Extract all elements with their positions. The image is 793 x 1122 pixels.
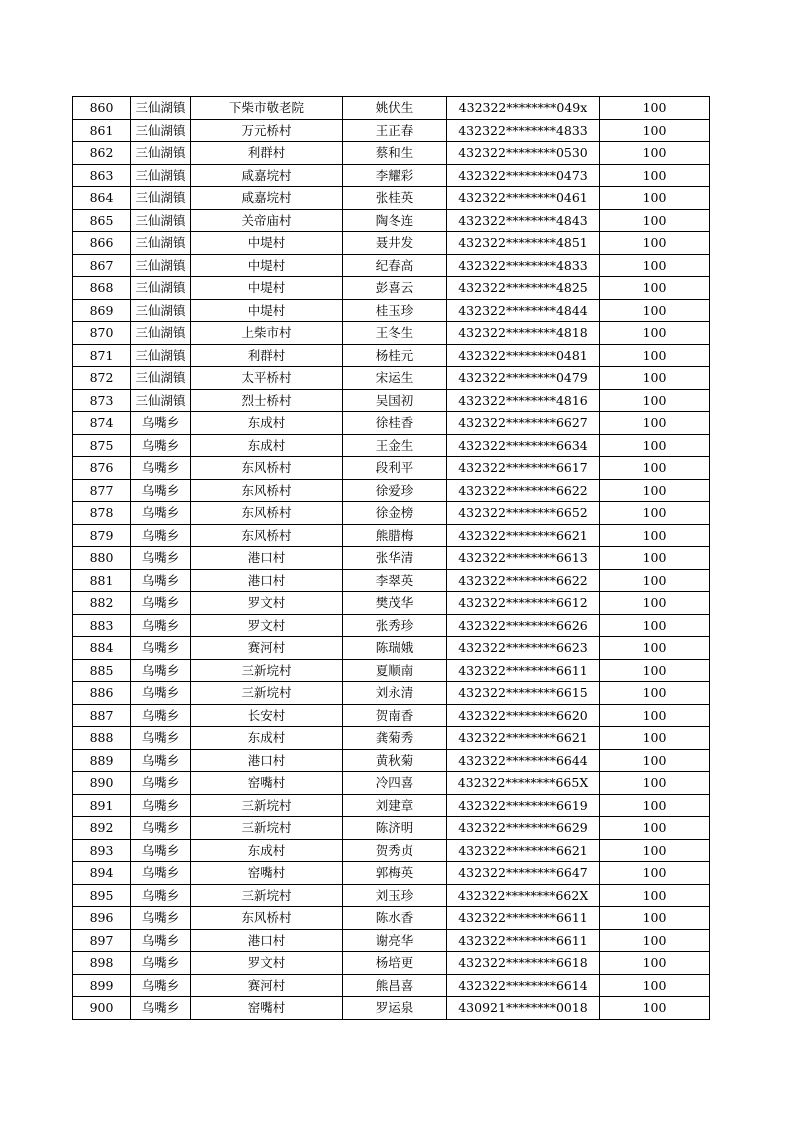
- township-cell: 乌嘴乡: [131, 412, 191, 435]
- township-cell: 乌嘴乡: [131, 884, 191, 907]
- id-number-cell: 432322********6626: [447, 614, 600, 637]
- person-name-cell: 徐桂香: [343, 412, 447, 435]
- row-number-cell: 863: [73, 164, 131, 187]
- township-cell: 乌嘴乡: [131, 592, 191, 615]
- id-number-cell: 432322********6621: [447, 727, 600, 750]
- amount-cell: 100: [600, 682, 710, 705]
- amount-cell: 100: [600, 389, 710, 412]
- table-row: [73, 457, 710, 480]
- row-number-cell: 886: [73, 682, 131, 705]
- id-number-cell: 432322********0479: [447, 367, 600, 390]
- id-number-cell: 432322********6615: [447, 682, 600, 705]
- table-row: [73, 952, 710, 975]
- township-cell: 乌嘴乡: [131, 929, 191, 952]
- row-number-cell: 875: [73, 434, 131, 457]
- row-number-cell: 893: [73, 839, 131, 862]
- row-number-cell: 898: [73, 952, 131, 975]
- township-cell: 乌嘴乡: [131, 749, 191, 772]
- table-row: [73, 277, 710, 300]
- amount-cell: 100: [600, 974, 710, 997]
- township-cell: 乌嘴乡: [131, 907, 191, 930]
- township-cell: 乌嘴乡: [131, 704, 191, 727]
- id-number-cell: 432322********4851: [447, 232, 600, 255]
- id-number-cell: 432322********6627: [447, 412, 600, 435]
- amount-cell: 100: [600, 907, 710, 930]
- amount-cell: 100: [600, 772, 710, 795]
- row-number-cell: 892: [73, 817, 131, 840]
- table-row: [73, 772, 710, 795]
- id-number-cell: 432322********0473: [447, 164, 600, 187]
- id-number-cell: 432322********0461: [447, 187, 600, 210]
- row-number-cell: 867: [73, 254, 131, 277]
- person-name-cell: 王冬生: [343, 322, 447, 345]
- person-name-cell: 贺南香: [343, 704, 447, 727]
- row-number-cell: 873: [73, 389, 131, 412]
- person-name-cell: 冷四喜: [343, 772, 447, 795]
- township-cell: 三仙湖镇: [131, 322, 191, 345]
- person-name-cell: 王金生: [343, 434, 447, 457]
- row-number-cell: 870: [73, 322, 131, 345]
- id-number-cell: 432322********4843: [447, 209, 600, 232]
- amount-cell: 100: [600, 884, 710, 907]
- person-name-cell: 黄秋菊: [343, 749, 447, 772]
- village-cell: 烈士桥村: [191, 389, 343, 412]
- amount-cell: 100: [600, 232, 710, 255]
- person-name-cell: 陈济明: [343, 817, 447, 840]
- person-name-cell: 徐金榜: [343, 502, 447, 525]
- person-name-cell: 徐爱珍: [343, 479, 447, 502]
- amount-cell: 100: [600, 839, 710, 862]
- township-cell: 乌嘴乡: [131, 997, 191, 1020]
- table-row: [73, 637, 710, 660]
- id-number-cell: 432322********6619: [447, 794, 600, 817]
- table-row: [73, 592, 710, 615]
- township-cell: 三仙湖镇: [131, 277, 191, 300]
- village-cell: 罗文村: [191, 592, 343, 615]
- table-row: [73, 907, 710, 930]
- row-number-cell: 880: [73, 547, 131, 570]
- id-number-cell: 432322********6652: [447, 502, 600, 525]
- row-number-cell: 900: [73, 997, 131, 1020]
- id-number-cell: 432322********6622: [447, 479, 600, 502]
- person-name-cell: 桂玉珍: [343, 299, 447, 322]
- row-number-cell: 877: [73, 479, 131, 502]
- row-number-cell: 896: [73, 907, 131, 930]
- person-name-cell: 张华清: [343, 547, 447, 570]
- village-cell: 利群村: [191, 142, 343, 165]
- id-number-cell: 432322********6614: [447, 974, 600, 997]
- township-cell: 乌嘴乡: [131, 727, 191, 750]
- row-number-cell: 891: [73, 794, 131, 817]
- row-number-cell: 895: [73, 884, 131, 907]
- row-number-cell: 865: [73, 209, 131, 232]
- village-cell: 三新垸村: [191, 659, 343, 682]
- table-row: [73, 727, 710, 750]
- township-cell: 乌嘴乡: [131, 839, 191, 862]
- table-row: [73, 434, 710, 457]
- row-number-cell: 871: [73, 344, 131, 367]
- township-cell: 三仙湖镇: [131, 119, 191, 142]
- village-cell: 万元桥村: [191, 119, 343, 142]
- village-cell: 东风桥村: [191, 502, 343, 525]
- township-cell: 三仙湖镇: [131, 299, 191, 322]
- person-name-cell: 杨桂元: [343, 344, 447, 367]
- person-name-cell: 彭喜云: [343, 277, 447, 300]
- table-row: [73, 659, 710, 682]
- village-cell: 三新垸村: [191, 794, 343, 817]
- id-number-cell: 432322********6622: [447, 569, 600, 592]
- person-name-cell: 贺秀贞: [343, 839, 447, 862]
- table-row: [73, 322, 710, 345]
- id-number-cell: 432322********6629: [447, 817, 600, 840]
- id-number-cell: 432322********6611: [447, 659, 600, 682]
- table-row: [73, 97, 710, 120]
- amount-cell: 100: [600, 209, 710, 232]
- amount-cell: 100: [600, 344, 710, 367]
- amount-cell: 100: [600, 367, 710, 390]
- table-row: [73, 794, 710, 817]
- roster-table: [72, 96, 710, 1020]
- village-cell: 窑嘴村: [191, 862, 343, 885]
- amount-cell: 100: [600, 614, 710, 637]
- person-name-cell: 陈瑞娥: [343, 637, 447, 660]
- township-cell: 三仙湖镇: [131, 187, 191, 210]
- row-number-cell: 876: [73, 457, 131, 480]
- roster-body: [73, 97, 710, 1020]
- amount-cell: 100: [600, 254, 710, 277]
- township-cell: 乌嘴乡: [131, 569, 191, 592]
- id-number-cell: 432322********049x: [447, 97, 600, 120]
- id-number-cell: 432322********0530: [447, 142, 600, 165]
- village-cell: 中堤村: [191, 277, 343, 300]
- township-cell: 三仙湖镇: [131, 164, 191, 187]
- township-cell: 三仙湖镇: [131, 209, 191, 232]
- table-row: [73, 164, 710, 187]
- table-row: [73, 817, 710, 840]
- table-row: [73, 232, 710, 255]
- amount-cell: 100: [600, 524, 710, 547]
- id-number-cell: 432322********6623: [447, 637, 600, 660]
- township-cell: 三仙湖镇: [131, 142, 191, 165]
- amount-cell: 100: [600, 592, 710, 615]
- table-row: [73, 884, 710, 907]
- row-number-cell: 887: [73, 704, 131, 727]
- row-number-cell: 866: [73, 232, 131, 255]
- table-row: [73, 254, 710, 277]
- id-number-cell: 432322********4825: [447, 277, 600, 300]
- township-cell: 乌嘴乡: [131, 502, 191, 525]
- row-number-cell: 861: [73, 119, 131, 142]
- id-number-cell: 432322********6621: [447, 839, 600, 862]
- table-row: [73, 704, 710, 727]
- township-cell: 三仙湖镇: [131, 232, 191, 255]
- person-name-cell: 樊茂华: [343, 592, 447, 615]
- id-number-cell: 432322********6621: [447, 524, 600, 547]
- township-cell: 乌嘴乡: [131, 479, 191, 502]
- amount-cell: 100: [600, 727, 710, 750]
- table-row: [73, 614, 710, 637]
- amount-cell: 100: [600, 929, 710, 952]
- id-number-cell: 432322********6611: [447, 929, 600, 952]
- id-number-cell: 432322********6611: [447, 907, 600, 930]
- person-name-cell: 龚菊秀: [343, 727, 447, 750]
- amount-cell: 100: [600, 569, 710, 592]
- village-cell: 咸嘉垸村: [191, 187, 343, 210]
- id-number-cell: 432322********6620: [447, 704, 600, 727]
- village-cell: 港口村: [191, 569, 343, 592]
- id-number-cell: 432322********6647: [447, 862, 600, 885]
- id-number-cell: 432322********4818: [447, 322, 600, 345]
- village-cell: 中堤村: [191, 299, 343, 322]
- village-cell: 窑嘴村: [191, 997, 343, 1020]
- village-cell: 东风桥村: [191, 524, 343, 547]
- township-cell: 乌嘴乡: [131, 952, 191, 975]
- township-cell: 乌嘴乡: [131, 614, 191, 637]
- village-cell: 中堤村: [191, 232, 343, 255]
- row-number-cell: 864: [73, 187, 131, 210]
- township-cell: 乌嘴乡: [131, 659, 191, 682]
- amount-cell: 100: [600, 997, 710, 1020]
- table-row: [73, 209, 710, 232]
- table-row: [73, 187, 710, 210]
- amount-cell: 100: [600, 277, 710, 300]
- row-number-cell: 879: [73, 524, 131, 547]
- village-cell: 东成村: [191, 412, 343, 435]
- amount-cell: 100: [600, 659, 710, 682]
- row-number-cell: 881: [73, 569, 131, 592]
- row-number-cell: 897: [73, 929, 131, 952]
- row-number-cell: 889: [73, 749, 131, 772]
- id-number-cell: 432322********6612: [447, 592, 600, 615]
- township-cell: 乌嘴乡: [131, 637, 191, 660]
- person-name-cell: 刘永清: [343, 682, 447, 705]
- table-row: [73, 929, 710, 952]
- id-number-cell: 432322********4844: [447, 299, 600, 322]
- amount-cell: 100: [600, 164, 710, 187]
- township-cell: 三仙湖镇: [131, 389, 191, 412]
- table-row: [73, 569, 710, 592]
- township-cell: 三仙湖镇: [131, 254, 191, 277]
- township-cell: 乌嘴乡: [131, 524, 191, 547]
- table-row: [73, 749, 710, 772]
- village-cell: 利群村: [191, 344, 343, 367]
- village-cell: 港口村: [191, 929, 343, 952]
- person-name-cell: 纪春高: [343, 254, 447, 277]
- id-number-cell: 432322********665X: [447, 772, 600, 795]
- amount-cell: 100: [600, 434, 710, 457]
- person-name-cell: 蔡和生: [343, 142, 447, 165]
- amount-cell: 100: [600, 119, 710, 142]
- table-row: [73, 479, 710, 502]
- amount-cell: 100: [600, 817, 710, 840]
- person-name-cell: 夏顺南: [343, 659, 447, 682]
- township-cell: 乌嘴乡: [131, 547, 191, 570]
- amount-cell: 100: [600, 457, 710, 480]
- village-cell: 窑嘴村: [191, 772, 343, 795]
- row-number-cell: 878: [73, 502, 131, 525]
- amount-cell: 100: [600, 704, 710, 727]
- row-number-cell: 885: [73, 659, 131, 682]
- id-number-cell: 432322********4833: [447, 119, 600, 142]
- person-name-cell: 谢亮华: [343, 929, 447, 952]
- township-cell: 乌嘴乡: [131, 434, 191, 457]
- amount-cell: 100: [600, 862, 710, 885]
- row-number-cell: 874: [73, 412, 131, 435]
- amount-cell: 100: [600, 187, 710, 210]
- id-number-cell: 432322********4833: [447, 254, 600, 277]
- village-cell: 下柴市敬老院: [191, 97, 343, 120]
- person-name-cell: 张秀珍: [343, 614, 447, 637]
- village-cell: 长安村: [191, 704, 343, 727]
- person-name-cell: 熊腊梅: [343, 524, 447, 547]
- table-row: [73, 367, 710, 390]
- table-row: [73, 412, 710, 435]
- amount-cell: 100: [600, 952, 710, 975]
- village-cell: 三新垸村: [191, 682, 343, 705]
- village-cell: 东风桥村: [191, 479, 343, 502]
- township-cell: 乌嘴乡: [131, 862, 191, 885]
- row-number-cell: 884: [73, 637, 131, 660]
- amount-cell: 100: [600, 794, 710, 817]
- person-name-cell: 刘玉珍: [343, 884, 447, 907]
- village-cell: 港口村: [191, 749, 343, 772]
- id-number-cell: 432322********6613: [447, 547, 600, 570]
- village-cell: 三新垸村: [191, 817, 343, 840]
- village-cell: 关帝庙村: [191, 209, 343, 232]
- amount-cell: 100: [600, 412, 710, 435]
- person-name-cell: 熊昌喜: [343, 974, 447, 997]
- amount-cell: 100: [600, 322, 710, 345]
- id-number-cell: 432322********6644: [447, 749, 600, 772]
- table-row: [73, 389, 710, 412]
- village-cell: 赛河村: [191, 637, 343, 660]
- table-row: [73, 997, 710, 1020]
- table-row: [73, 862, 710, 885]
- table-row: [73, 974, 710, 997]
- row-number-cell: 862: [73, 142, 131, 165]
- person-name-cell: 陈水香: [343, 907, 447, 930]
- row-number-cell: 883: [73, 614, 131, 637]
- person-name-cell: 刘建章: [343, 794, 447, 817]
- village-cell: 赛河村: [191, 974, 343, 997]
- amount-cell: 100: [600, 299, 710, 322]
- person-name-cell: 王正春: [343, 119, 447, 142]
- township-cell: 乌嘴乡: [131, 457, 191, 480]
- id-number-cell: 432322********6634: [447, 434, 600, 457]
- village-cell: 上柴市村: [191, 322, 343, 345]
- table-row: [73, 502, 710, 525]
- village-cell: 东成村: [191, 839, 343, 862]
- township-cell: 三仙湖镇: [131, 97, 191, 120]
- village-cell: 罗文村: [191, 614, 343, 637]
- person-name-cell: 吴国初: [343, 389, 447, 412]
- township-cell: 乌嘴乡: [131, 794, 191, 817]
- table-row: [73, 524, 710, 547]
- amount-cell: 100: [600, 637, 710, 660]
- row-number-cell: 869: [73, 299, 131, 322]
- table-row: [73, 299, 710, 322]
- table-row: [73, 344, 710, 367]
- person-name-cell: 李耀彩: [343, 164, 447, 187]
- person-name-cell: 陶冬连: [343, 209, 447, 232]
- person-name-cell: 聂井发: [343, 232, 447, 255]
- row-number-cell: 868: [73, 277, 131, 300]
- village-cell: 东风桥村: [191, 457, 343, 480]
- person-name-cell: 宋运生: [343, 367, 447, 390]
- table-row: [73, 142, 710, 165]
- village-cell: 罗文村: [191, 952, 343, 975]
- row-number-cell: 890: [73, 772, 131, 795]
- row-number-cell: 882: [73, 592, 131, 615]
- amount-cell: 100: [600, 479, 710, 502]
- person-name-cell: 杨培更: [343, 952, 447, 975]
- village-cell: 中堤村: [191, 254, 343, 277]
- person-name-cell: 段利平: [343, 457, 447, 480]
- township-cell: 乌嘴乡: [131, 974, 191, 997]
- id-number-cell: 430921********0018: [447, 997, 600, 1020]
- person-name-cell: 罗运泉: [343, 997, 447, 1020]
- township-cell: 乌嘴乡: [131, 682, 191, 705]
- id-number-cell: 432322********4816: [447, 389, 600, 412]
- row-number-cell: 888: [73, 727, 131, 750]
- amount-cell: 100: [600, 502, 710, 525]
- township-cell: 乌嘴乡: [131, 817, 191, 840]
- village-cell: 东成村: [191, 727, 343, 750]
- table-row: [73, 547, 710, 570]
- table-row: [73, 839, 710, 862]
- id-number-cell: 432322********6618: [447, 952, 600, 975]
- amount-cell: 100: [600, 547, 710, 570]
- village-cell: 东成村: [191, 434, 343, 457]
- row-number-cell: 894: [73, 862, 131, 885]
- amount-cell: 100: [600, 142, 710, 165]
- person-name-cell: 李翠英: [343, 569, 447, 592]
- amount-cell: 100: [600, 749, 710, 772]
- person-name-cell: 郭梅英: [343, 862, 447, 885]
- id-number-cell: 432322********0481: [447, 344, 600, 367]
- village-cell: 咸嘉垸村: [191, 164, 343, 187]
- id-number-cell: 432322********6617: [447, 457, 600, 480]
- person-name-cell: 张桂英: [343, 187, 447, 210]
- village-cell: 太平桥村: [191, 367, 343, 390]
- village-cell: 三新垸村: [191, 884, 343, 907]
- township-cell: 三仙湖镇: [131, 367, 191, 390]
- id-number-cell: 432322********662X: [447, 884, 600, 907]
- village-cell: 港口村: [191, 547, 343, 570]
- amount-cell: 100: [600, 97, 710, 120]
- township-cell: 乌嘴乡: [131, 772, 191, 795]
- row-number-cell: 872: [73, 367, 131, 390]
- row-number-cell: 899: [73, 974, 131, 997]
- table-row: [73, 682, 710, 705]
- table-row: [73, 119, 710, 142]
- township-cell: 三仙湖镇: [131, 344, 191, 367]
- village-cell: 东风桥村: [191, 907, 343, 930]
- row-number-cell: 860: [73, 97, 131, 120]
- person-name-cell: 姚伏生: [343, 97, 447, 120]
